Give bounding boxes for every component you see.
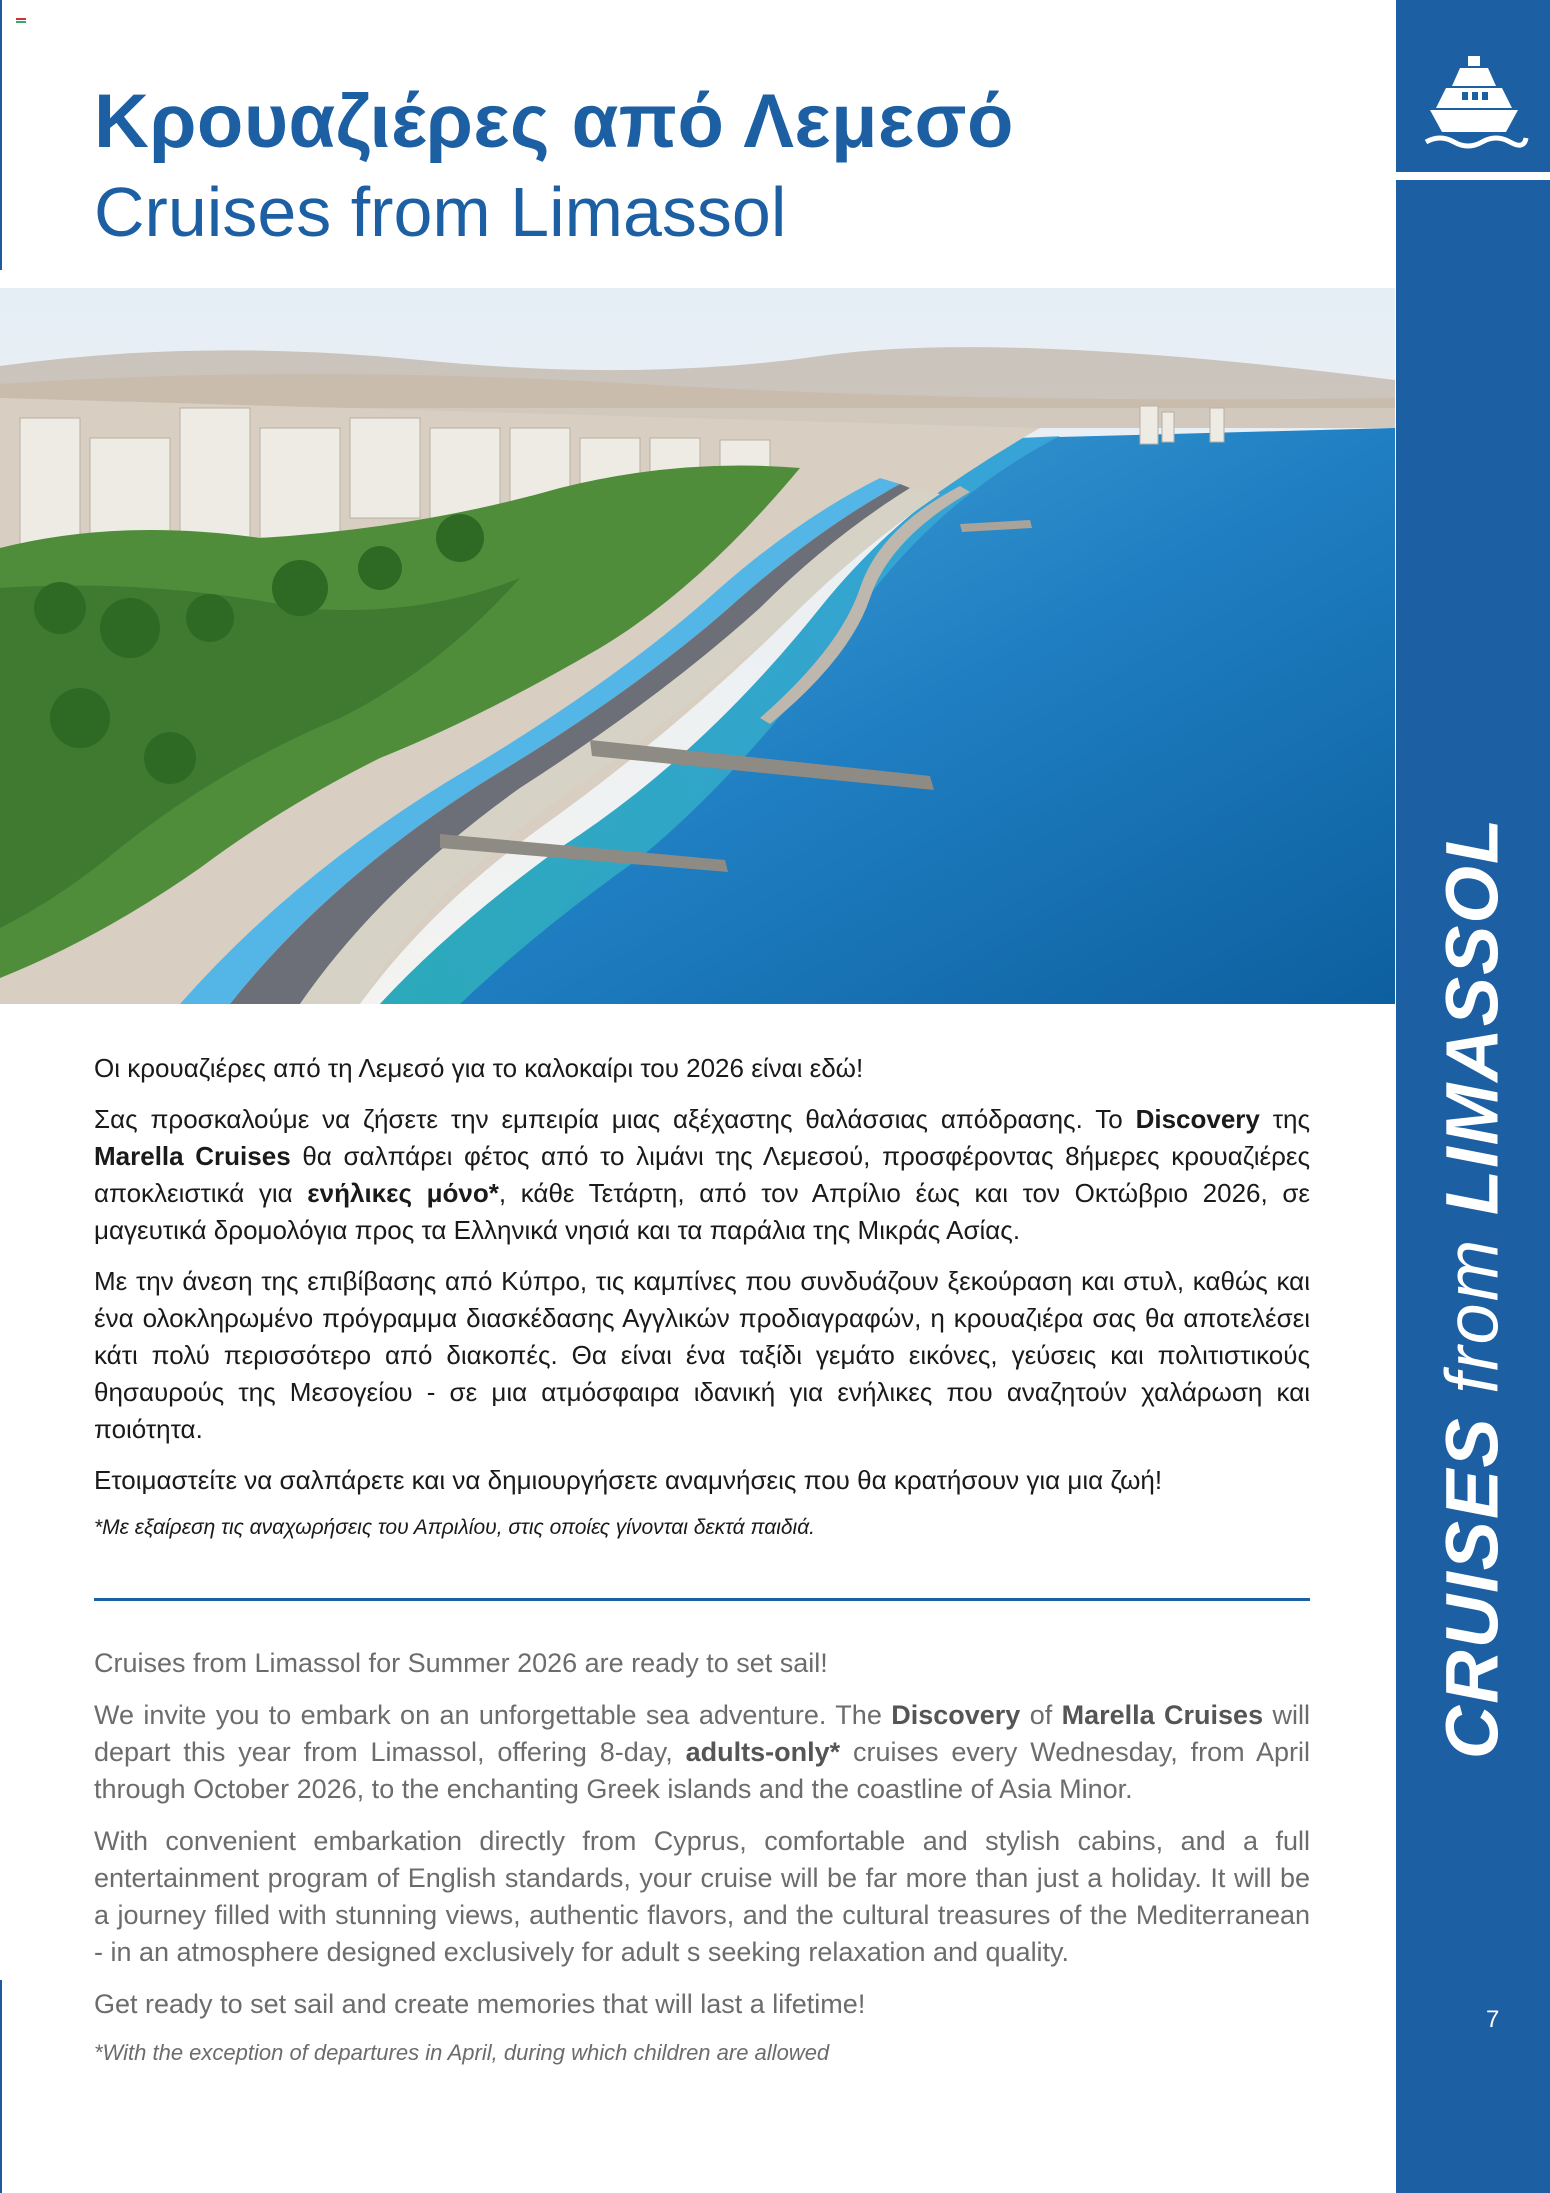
greek-paragraph-2: Σας προσκαλούμε να ζήσετε την εμπειρία μιας αξέχαστης θαλάσσιας απόδρασης. Το Discovery της Marella Cruises θα σαλπάρει φέτος από το λιμάνι της Λεμεσού, προσφέροντας 8ήμερες κρουαζιέρες αποκλειστικά για ενήλικες μόνο*, κάθε Τετάρτη, από τον Απρίλιο έως και τον Οκτώβριο 2026, σε μαγευτικά δρομολόγια προς τα Ελληνικά νησιά και τα παράλια της Μικράς Ασίας. bbox=[94, 1104, 1310, 1245]
greek-paragraph-3: Με την άνεση της επιβίβασης από Κύπρο, τις καμπίνες που συνδυάζουν ξεκούραση και στυλ, καθώς και ένα ολοκληρωμένο πρόγραμμα διασκέδασης Αγγλικών προδιαγραφών, η κρουαζιέρα σας θα αποτελέσει κάτι πολύ περισσότερο από διακοπές. Θα είναι ένα ταξίδι γεμάτο εικόνες, γεύσεις και πολιτιστικούς θησαυρούς της Μεσογείου - σε μια ατμόσφαιρα ιδανική για ενήλικες που αναζητούν χαλάρωση και ποιότητα. bbox=[94, 1266, 1310, 1444]
vertical-title-limassol: LIMASSOL bbox=[1430, 816, 1514, 1216]
greek-text-block bbox=[94, 1050, 1310, 1557]
section-divider bbox=[94, 1598, 1310, 1601]
greek-paragraph-4: Ετοιμαστείτε να σαλπάρετε και να δημιουργήσετε αναμνήσεις που θα κρατήσουν για μια ζωή! bbox=[94, 1465, 1163, 1495]
vertical-title bbox=[1430, 817, 1515, 1759]
english-paragraph-3: With convenient embarkation directly from Cyprus, comfortable and stylish cabins, and a full entertainment program of English standards, your cruise will be far more than just a holiday. It will be a journey filled with stunning views, authentic flavors, and the cultural treasures of the Mediterranean - in an atmosphere designed exclusively for adult s seeking relaxation and quality. bbox=[94, 1826, 1310, 1967]
greek-footnote: *Με εξαίρεση τις αναχωρήσεις του Απριλίου, στις οποίες γίνονται δεκτά παιδιά. bbox=[94, 1516, 816, 1539]
left-edge-rule bbox=[0, 0, 2, 270]
page-title-greek: Κρουαζιέρες από Λεμεσό bbox=[94, 79, 1014, 164]
english-paragraph-4: Get ready to set sail and create memories that will last a lifetime! bbox=[94, 1989, 866, 2019]
sidebar-divider bbox=[1396, 172, 1550, 180]
vertical-title-cruises: CRUISES bbox=[1430, 1416, 1514, 1760]
english-footnote: *With the exception of departures in April, during which children are allowed bbox=[94, 2040, 830, 2065]
english-paragraph-2: We invite you to embark on an unforgettable sea adventure. The Discovery of Marella Cruises will depart this year from Limassol, offering 8-day, adults-only* cruises every Wednesday, from April through October 2026, to the enchanting Greek islands and the coastline of Asia Minor. bbox=[94, 1700, 1310, 1804]
greek-paragraph-1: Οι κρουαζιέρες από τη Λεμεσό για το καλοκαίρι του 2026 είναι εδώ! bbox=[94, 1053, 864, 1083]
page-marker bbox=[16, 18, 26, 24]
english-text-block bbox=[94, 1645, 1310, 2083]
page-number: 7 bbox=[1486, 2006, 1500, 2033]
vertical-title-from: from bbox=[1430, 1237, 1514, 1394]
left-edge-rule bbox=[0, 1980, 2, 2193]
limassol-seafront-photo bbox=[0, 288, 1395, 1004]
cruise-ship-icon bbox=[1396, 0, 1550, 172]
english-paragraph-1: Cruises from Limassol for Summer 2026 are ready to set sail! bbox=[94, 1648, 828, 1678]
page-title-english: Cruises from Limassol bbox=[94, 173, 787, 251]
